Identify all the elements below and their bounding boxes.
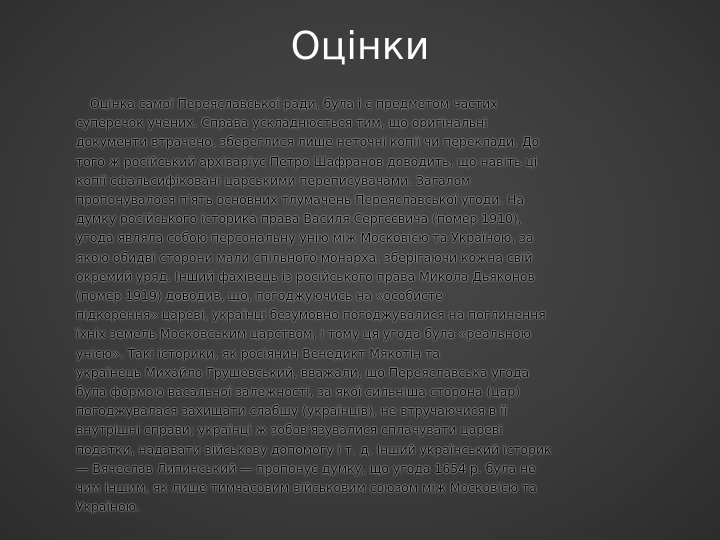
text-line: суперечок учених. Справа ускладнюється тим, що оригінальні <box>76 115 488 131</box>
text-line: — Вячеслав Липинський — пропонує думку, що угода 1654 р. була не <box>76 460 536 476</box>
text-line: українець Михайло Грушевський, вважали, що Переяславська угода <box>76 364 530 380</box>
text-line: Оцінка самої Переяславської ради, була і є предметом частих <box>90 96 498 111</box>
text-line: внутрішні справи; українці ж зобов'язувалися сплачувати цареві <box>76 422 503 438</box>
text-line: думку російського історика права Василя Сергєєвича (помер 1910), <box>76 211 522 227</box>
text-line: того ж російський архіваріус Петро Шафранов доводить, що навіть ці <box>76 153 538 169</box>
text-line: Україною. <box>76 499 140 515</box>
slide-body-text <box>76 94 616 516</box>
text-line: документи втрачено, збереглися лише неточні копії чи переклади. До <box>76 134 540 150</box>
text-line: (помер 1919) доводив, що, погоджуючись на «особисте <box>76 288 443 304</box>
text-line: угода являла собою персональну унію між Московією та Україною, за <box>76 230 534 246</box>
text-line: пропонувалося п'ять основних тлумачень Переяславської угоди. На <box>76 192 525 208</box>
text-line: погоджувалася захищати слабшу (українців), не втручаючися в її <box>76 403 508 419</box>
text-line: окремий уряд. Інший фахівець із російського права Микола Дьяконов <box>76 268 535 284</box>
text-line: їхніх земель Московським царством, і тому ця угода була «реальною <box>76 326 531 342</box>
text-line: підкорення» цареві, українці безумовно погоджувалися на поглинення <box>76 307 546 323</box>
text-line: унією». Такі історики, як росіянин Венедикт Мякотін та <box>76 345 441 361</box>
text-line: була формою васальної залежності, за якої сильніша сторона (цар) <box>76 384 521 400</box>
text-line: податки, надавати військову допомогу і т. д. Інший український історик <box>76 441 552 457</box>
text-line: якою обидві сторони мали спільного монарха, зберігаючи кожна свій <box>76 249 533 265</box>
text-line: чим іншим, як лише тимчасовим військовим союзом між Московією та <box>76 480 537 496</box>
slide-title: Оцінки <box>290 24 430 68</box>
text-line: копії сфальсифіковані царськими переписувачами. Загалом <box>76 172 471 188</box>
